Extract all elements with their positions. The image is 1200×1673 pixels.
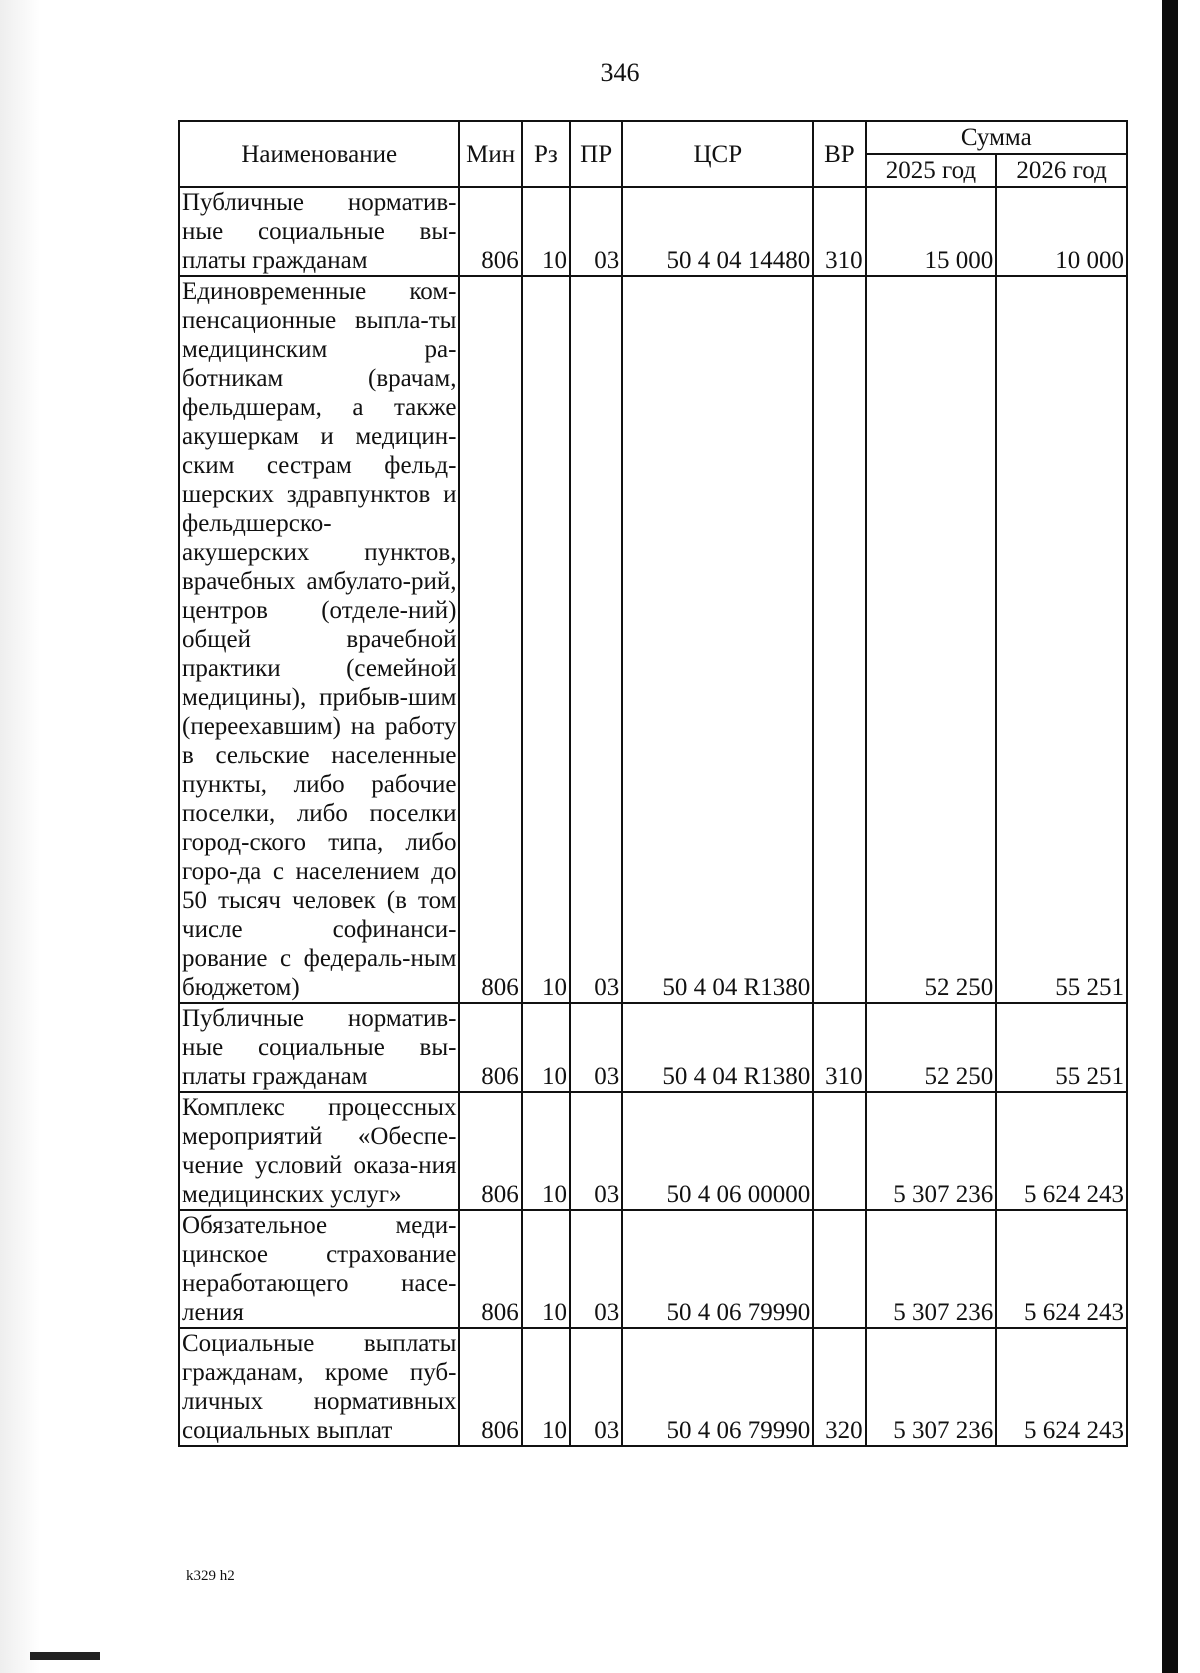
header-pr: ПР <box>570 121 622 187</box>
cell-amount-2026: 10 000 <box>996 187 1127 276</box>
cell-name: Социальные выплаты гражданам, кроме пуб-личных нормативных социальных выплат <box>179 1328 459 1446</box>
scan-binding-bar <box>1162 0 1178 1673</box>
cell-vr <box>813 1210 865 1328</box>
cell-amount-2026: 5 624 243 <box>996 1328 1127 1446</box>
table-row <box>179 1003 1127 1092</box>
cell-csr: 50 4 06 79990 <box>622 1328 813 1446</box>
cell-rz: 10 <box>522 1003 570 1092</box>
scan-edge-shading <box>0 0 40 1673</box>
cell-amount-2025: 52 250 <box>866 276 997 1003</box>
table-row <box>179 187 1127 276</box>
header-year-2026: 2026 год <box>996 154 1127 187</box>
cell-name: Публичные норматив-ные социальные вы-платы гражданам <box>179 187 459 276</box>
header-sum: Сумма <box>866 121 1127 154</box>
cell-amount-2025: 15 000 <box>866 187 997 276</box>
cell-amount-2026: 5 624 243 <box>996 1210 1127 1328</box>
cell-rz: 10 <box>522 187 570 276</box>
cell-vr <box>813 1092 865 1210</box>
cell-min: 806 <box>459 1210 521 1328</box>
header-name: Наименование <box>179 121 459 187</box>
cell-amount-2026: 5 624 243 <box>996 1092 1127 1210</box>
table-row <box>179 276 1127 1003</box>
budget-table <box>178 120 1128 1447</box>
cell-vr <box>813 276 865 1003</box>
header-csr: ЦСР <box>622 121 813 187</box>
cell-min: 806 <box>459 276 521 1003</box>
cell-min: 806 <box>459 187 521 276</box>
header-rz: Рз <box>522 121 570 187</box>
cell-vr: 310 <box>813 187 865 276</box>
cell-name: Обязательное меди-цинское страхование неработающего насе-ления <box>179 1210 459 1328</box>
cell-rz: 10 <box>522 276 570 1003</box>
cell-pr: 03 <box>570 1003 622 1092</box>
cell-amount-2025: 5 307 236 <box>866 1328 997 1446</box>
footer-code: k329 h2 <box>186 1568 235 1584</box>
cell-amount-2025: 52 250 <box>866 1003 997 1092</box>
cell-csr: 50 4 04 R1380 <box>622 1003 813 1092</box>
cell-name: Публичные норматив-ные социальные вы-платы гражданам <box>179 1003 459 1092</box>
page-number: 346 <box>600 58 640 87</box>
header-min: Мин <box>459 121 521 187</box>
cell-min: 806 <box>459 1328 521 1446</box>
cell-pr: 03 <box>570 1328 622 1446</box>
cell-rz: 10 <box>522 1092 570 1210</box>
cell-pr: 03 <box>570 1210 622 1328</box>
cell-amount-2026: 55 251 <box>996 1003 1127 1092</box>
cell-csr: 50 4 06 00000 <box>622 1092 813 1210</box>
table-row <box>179 1210 1127 1328</box>
cell-csr: 50 4 04 R1380 <box>622 276 813 1003</box>
table-row <box>179 1092 1127 1210</box>
cell-amount-2025: 5 307 236 <box>866 1092 997 1210</box>
cell-min: 806 <box>459 1092 521 1210</box>
cell-rz: 10 <box>522 1328 570 1446</box>
cell-amount-2026: 55 251 <box>996 276 1127 1003</box>
cell-name: Комплекс процессных мероприятий «Обеспе-чение условий оказа-ния медицинских услуг» <box>179 1092 459 1210</box>
cell-pr: 03 <box>570 187 622 276</box>
cell-rz: 10 <box>522 1210 570 1328</box>
header-year-2025: 2025 год <box>866 154 997 187</box>
cell-min: 806 <box>459 1003 521 1092</box>
cell-pr: 03 <box>570 276 622 1003</box>
table-row <box>179 1328 1127 1446</box>
table-body <box>179 187 1127 1446</box>
cell-name: Единовременные ком-пенсационные выпла-ты медицинским ра-ботникам (врачам, фельдшерам, а также акушеркам и медицин-ским сестрам фельд-шерских здравпунктов и фельдшерско-акушерских пунктов, врачебных амбулато-рий, центров (отделе-ний) общей врачебной практики (семейной медицины), прибыв-шим (переехавшим) на работу в сельские населенные пункты, либо рабочие поселки, либо поселки город-ского типа, либо горо-да с населением до 50 тысяч человек (в том числе софинанси-рование с федераль-ным бюджетом) <box>179 276 459 1003</box>
cell-csr: 50 4 06 79990 <box>622 1210 813 1328</box>
cell-vr: 320 <box>813 1328 865 1446</box>
scan-artifact <box>30 1652 100 1660</box>
cell-pr: 03 <box>570 1092 622 1210</box>
cell-vr: 310 <box>813 1003 865 1092</box>
cell-csr: 50 4 04 14480 <box>622 187 813 276</box>
header-vr: ВР <box>813 121 865 187</box>
cell-amount-2025: 5 307 236 <box>866 1210 997 1328</box>
